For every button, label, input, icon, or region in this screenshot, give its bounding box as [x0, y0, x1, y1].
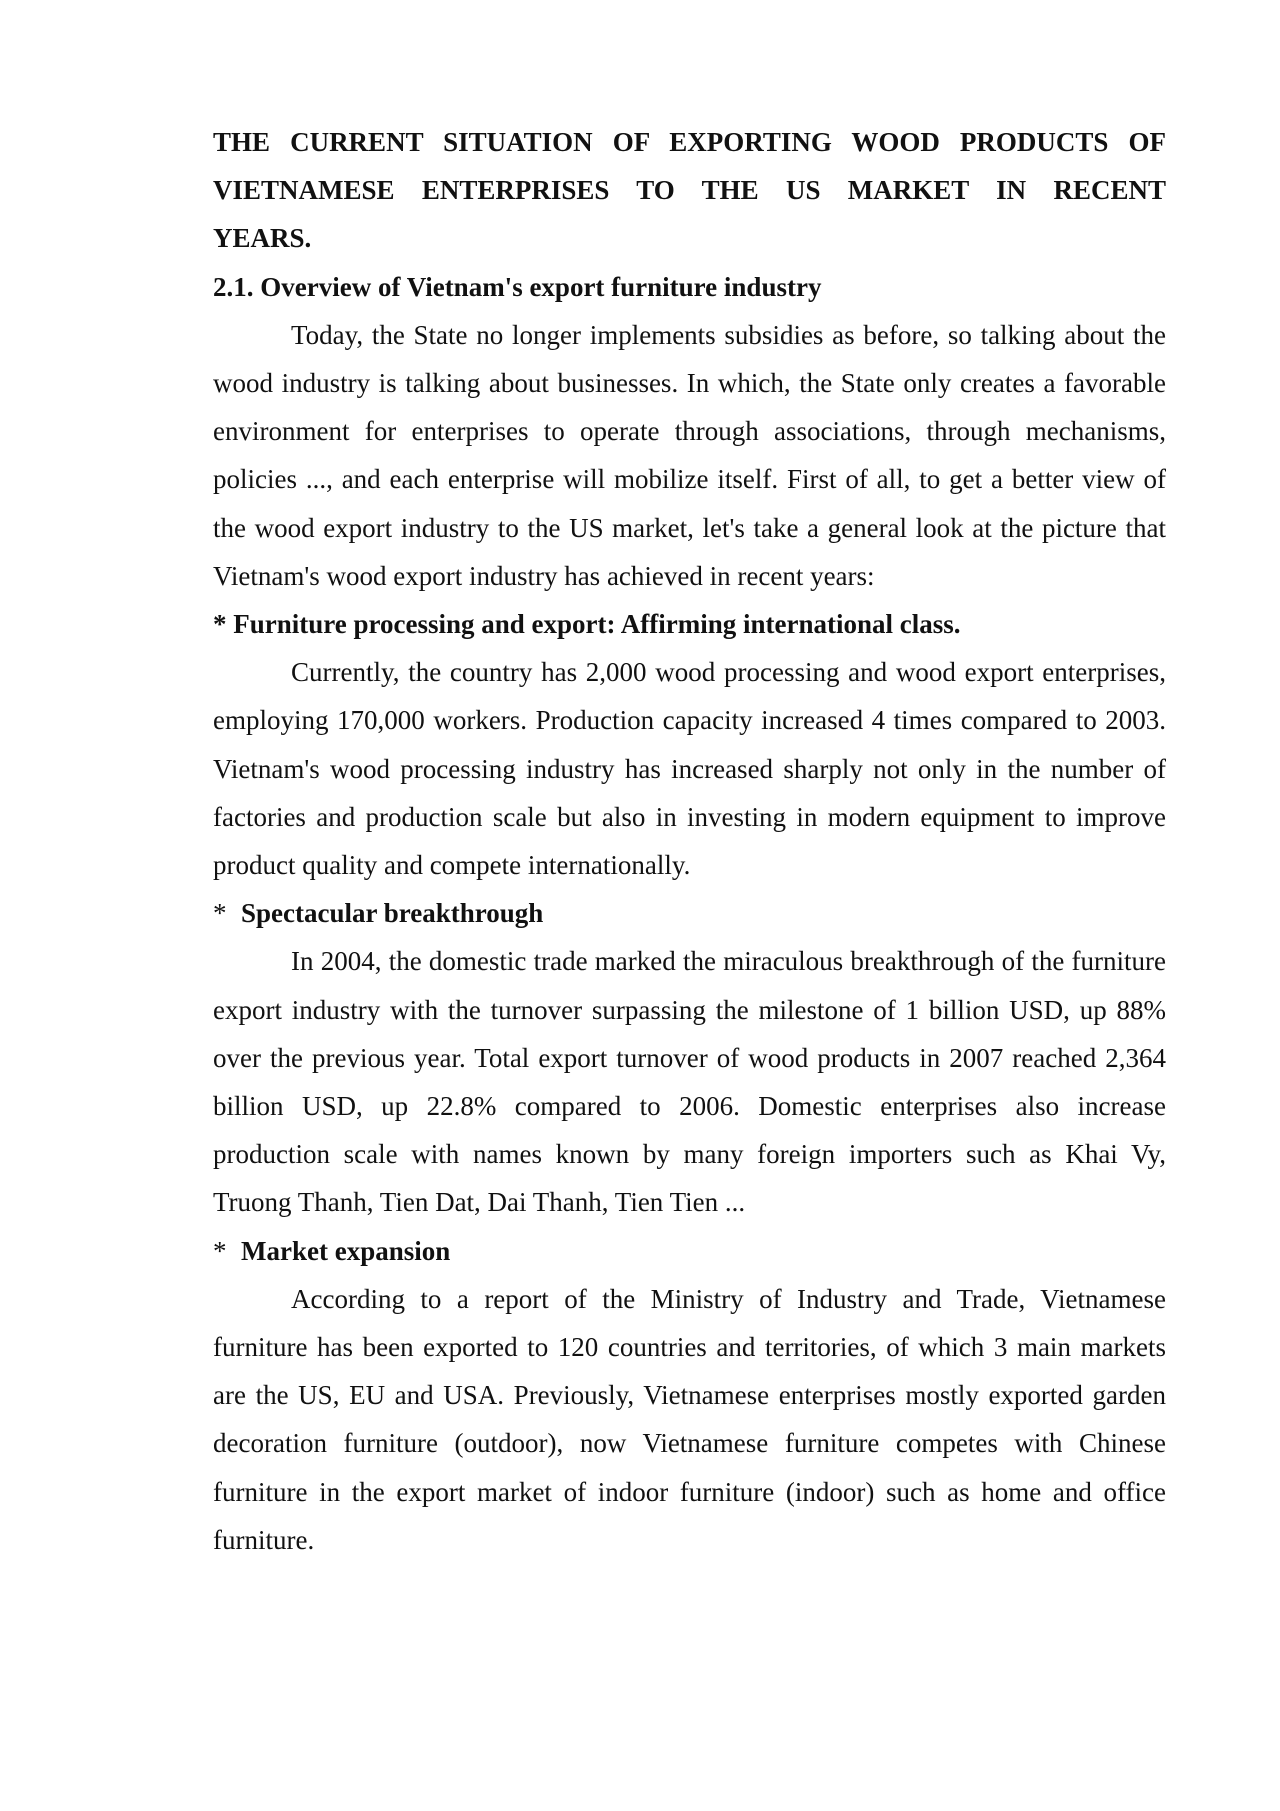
document-title: THE CURRENT SITUATION OF EXPORTING WOOD PRODUCTS OF VIETNAMESE ENTERPRISES TO THE US MARKET IN RECENT YEARS.: [213, 127, 1166, 254]
paragraph-market-expansion: According to a report of the Ministry of Industry and Trade, Vietnamese furniture has been exported to 120 countries and territories, of which 3 main markets are the US, EU and USA. Previously, Vietnamese enterprises mostly exported garden decoration furniture (outdoor), now Vietnamese furniture competes with Chinese furniture in the export market of indoor furniture (indoor) such as home and office furniture.: [213, 1283, 1166, 1555]
section-heading: 2.1. Overview of Vietnam's export furniture industry: [213, 271, 822, 302]
paragraph-furniture-processing: Currently, the country has 2,000 wood processing and wood export enterprises, employing 170,000 workers. Production capacity increased 4 times compared to 2003. Vietnam's wood processing industry has increased sharply not only in the number of factories and production scale but also in investing in modern equipment to improve product quality and compete internationally.: [213, 657, 1166, 881]
subheading-furniture-processing: * Furniture processing and export: Affirming international class.: [213, 609, 961, 640]
subheading-market-expansion: [213, 1227, 1166, 1275]
bullet-marker: *: [213, 1235, 227, 1266]
subheading-label: Spectacular breakthrough: [241, 898, 544, 929]
subheading-label: Market expansion: [241, 1235, 451, 1266]
document-page: [213, 118, 1166, 1564]
subheading-spectacular-breakthrough: [213, 889, 1166, 937]
intro-paragraph: Today, the State no longer implements subsidies as before, so talking about the wood industry is talking about businesses. In which, the State only creates a favorable environment for enterprises to operate through associations, through mechanisms, policies ..., and each enterprise will mobilize itself. First of all, to get a better view of the wood export industry to the US market, let's take a general look at the picture that Vietnam's wood export industry has achieved in recent years:: [213, 319, 1166, 591]
paragraph-spectacular-breakthrough: In 2004, the domestic trade marked the miraculous breakthrough of the furniture export industry with the turnover surpassing the milestone of 1 billion USD, up 88% over the previous year. Total export turnover of wood products in 2007 reached 2,364 billion USD, up 22.8% compared to 2006. Domestic enterprises also increase production scale with names known by many foreign importers such as Khai Vy, Truong Thanh, Tien Dat, Dai Thanh, Tien Tien ...: [213, 946, 1166, 1218]
bullet-marker: *: [213, 898, 227, 929]
